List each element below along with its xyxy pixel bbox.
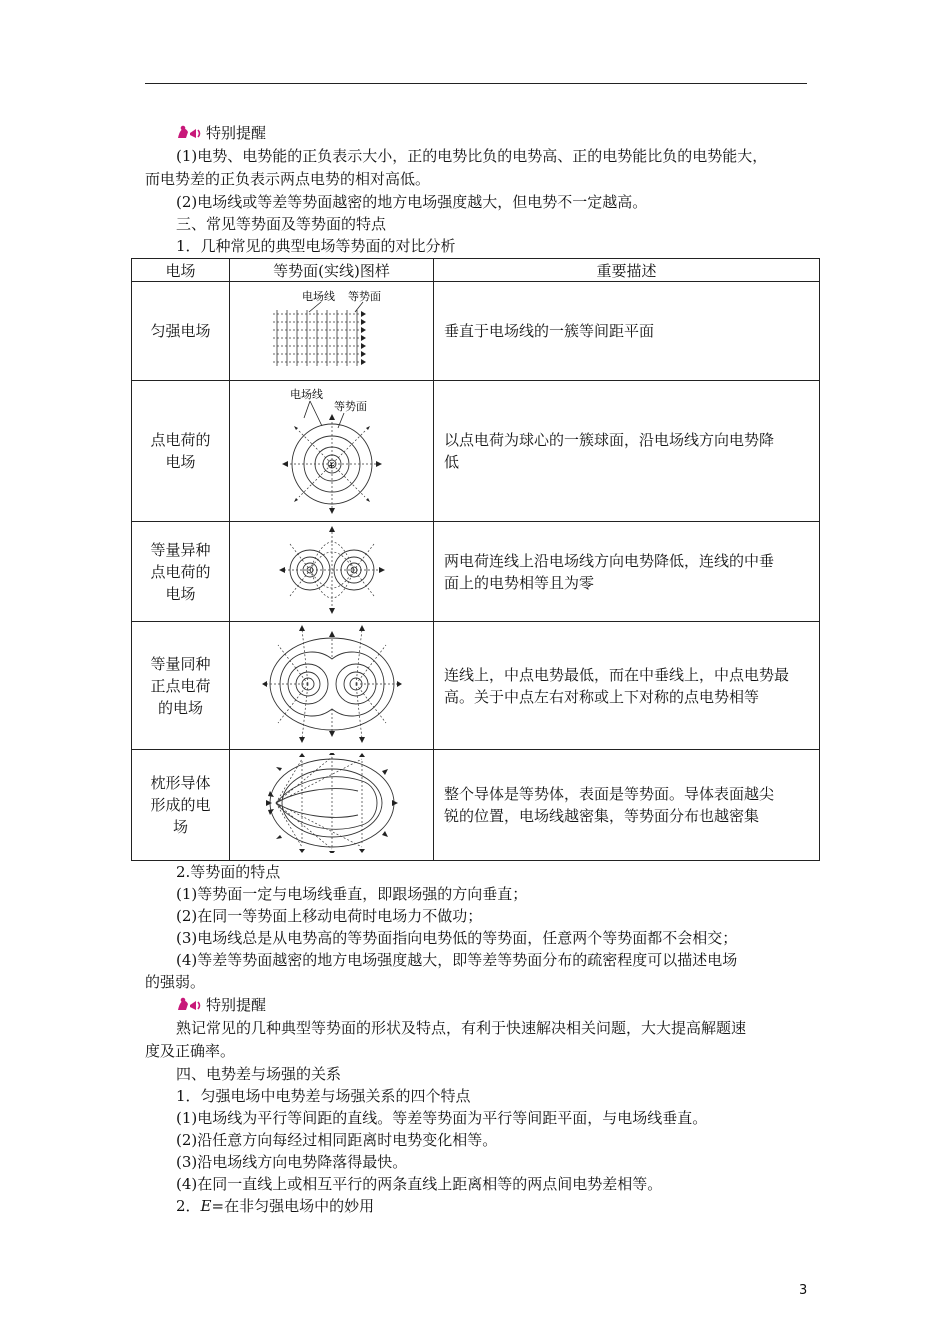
uniform-field-diagram (269, 286, 395, 372)
features-line: (3)电场线总是从电势高的等势面指向电势低的等势面，任意两个等势面都不会相交； (176, 929, 738, 947)
field-name-cell: 等量异种 点电荷的 电场 (132, 522, 230, 622)
equipotential-label: 等势面 (333, 400, 367, 413)
section4-line: (4)在同一直线上或相互平行的两条直线上距离相等的两点间电势差相等。 (176, 1175, 663, 1193)
bell-icon (176, 124, 202, 142)
description-cell: 垂直于电场线的一簇等间距平面 (434, 282, 820, 381)
features-line: (4)等差等势面越密的地方电场强度越大，即等差等势面分布的疏密程度可以描述电场 (176, 951, 738, 969)
opposite-charges-diagram (276, 524, 388, 616)
svg-text:+: + (327, 461, 335, 470)
section4-subheading-2: 2．E=在非匀强电场中的妙用 (176, 1197, 375, 1215)
table-row (132, 622, 820, 750)
tip1-title-row (145, 122, 851, 144)
table-row (132, 381, 820, 522)
section4-line: (2)沿任意方向每经过相同距离时电势变化相等。 (176, 1131, 498, 1149)
table-row (132, 282, 820, 381)
description-cell: 整个导体是等势体，表面是等势面。导体表面越尖 锐的位置，电场线越密集，等势面分布也越密集 (434, 750, 820, 861)
section4-subheading: 1．匀强电场中电势差与场强关系的四个特点 (176, 1087, 471, 1105)
tip2-line: 度及正确率。 (145, 1042, 236, 1060)
figure-cell (230, 750, 434, 861)
table-row (132, 750, 820, 861)
figure-cell (230, 282, 434, 381)
tip1-line: (1)电势、电势能的正负表示大小，正的电势比负的电势高、正的电势能比负的电势能大， (176, 147, 768, 165)
features-line: (1)等势面一定与电场线垂直，即跟场强的方向垂直； (176, 885, 528, 903)
figure-cell (230, 522, 434, 622)
tip1-line: 而电势差的正负表示两点电势的相对高低。 (145, 170, 431, 188)
field-name-cell: 点电荷的 电场 (132, 381, 230, 522)
section3-subheading: 1．几种常见的典型电场等势面的对比分析 (176, 237, 456, 255)
bell-icon (176, 996, 202, 1014)
figure-cell (230, 381, 434, 522)
page-number: 3 (799, 1283, 808, 1298)
equipotential-label: 等势面 (347, 290, 381, 303)
features-line: (2)在同一等势面上移动电荷时电场力不做功； (176, 907, 483, 925)
description-cell: 连线上，中点电势最低，而在中垂线上，中点电势最 高。关于中点左右对称或上下对称的点电势相等 (434, 622, 820, 750)
field-name-cell: 等量同种 正点电荷 的电场 (132, 622, 230, 750)
features-line: 的强弱。 (145, 973, 206, 991)
figure-cell (230, 622, 434, 750)
tip1-title: 特别提醒 (206, 124, 267, 142)
column-header: 等势面(实线)图样 (230, 259, 434, 282)
field-name-cell: 匀强电场 (132, 282, 230, 381)
section3-heading: 三、常见等势面及等势面的特点 (176, 215, 387, 233)
point-charge-diagram (272, 384, 392, 514)
tip2-title-row (145, 994, 851, 1016)
tip1-line: (2)电场线或等差等势面越密的地方电场强度越大，但电势不一定越高。 (176, 193, 648, 211)
section4-line: (1)电场线为平行等间距的直线。等差等势面为平行等间距平面，与电场线垂直。 (176, 1109, 708, 1127)
table-header-row (132, 259, 820, 282)
description-cell: 以点电荷为球心的一簇球面，沿电场线方向电势降 低 (434, 381, 820, 522)
section4-line: (3)沿电场线方向电势降落得最快。 (176, 1153, 408, 1171)
field-line-label: 电场线 (301, 290, 335, 303)
tip2-title: 特别提醒 (206, 996, 267, 1014)
description-cell: 两电荷连线上沿电场线方向电势降低，连线的中垂 面上的电势相等且为零 (434, 522, 820, 622)
field-line-label: 电场线 (289, 388, 323, 401)
equipotential-comparison-table (131, 258, 820, 861)
pillow-conductor-diagram (262, 753, 402, 853)
column-header: 电场 (132, 259, 230, 282)
section4-heading: 四、电势差与场强的关系 (176, 1065, 342, 1083)
tip2-line: 熟记常见的几种典型等势面的形状及特点，有利于快速解决相关问题，大大提高解题速 (176, 1019, 747, 1037)
table-row (132, 522, 820, 622)
field-name-cell: 枕形导体 形成的电 场 (132, 750, 230, 861)
variable-e: E (200, 1197, 212, 1215)
header-rule (145, 83, 807, 84)
features-heading: 2.等势面的特点 (176, 863, 281, 881)
column-header: 重要描述 (434, 259, 820, 282)
like-charges-diagram (262, 625, 402, 743)
